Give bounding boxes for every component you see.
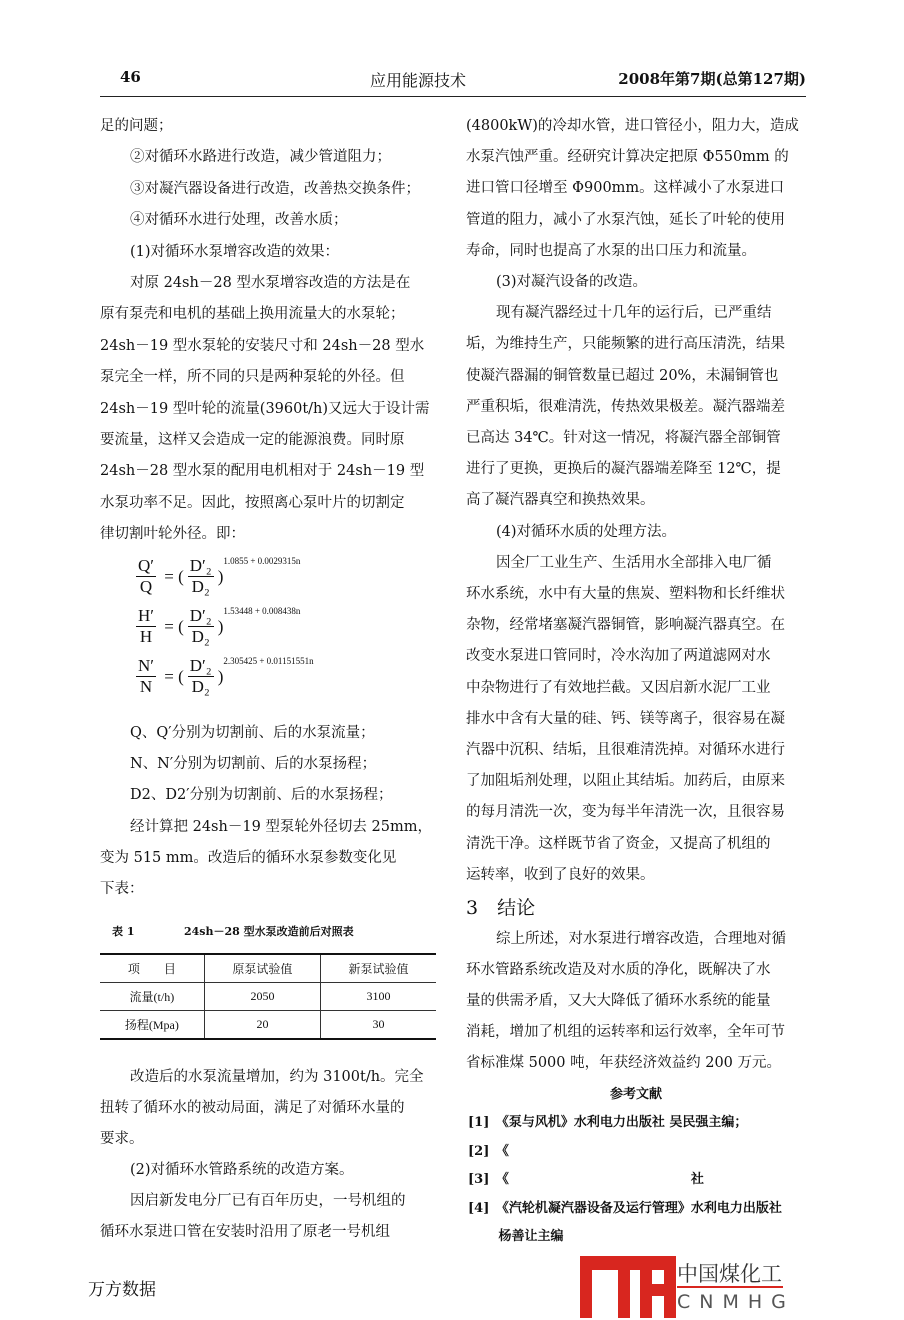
watermark-text-en: CNMHG	[677, 1291, 795, 1313]
table-cell: 2050	[204, 983, 320, 1011]
text-line: 严重积垢，很难清洗，传热效果极差。凝汽器端差	[466, 398, 785, 415]
table-header: 新泵试验值	[321, 954, 436, 983]
header-rule	[100, 96, 806, 97]
reference-item: 杨善让主编	[468, 1229, 564, 1244]
section-title-conclusion: 3 结论	[466, 897, 536, 919]
text-line: 原有泵壳和电机的基础上换用流量大的水泵轮；	[100, 306, 405, 323]
equals: = (	[160, 666, 184, 686]
text-line: 环水管路系统改造及对水质的净化，既解决了水	[466, 962, 771, 978]
text-line: 经计算把 24sh－19 型泵轮外径切去 25mm，	[130, 818, 432, 835]
formula-lhs-den: Q	[139, 577, 153, 596]
text-line: (4800kW)的冷却水管，进口管径小，阻力大，造成	[466, 118, 799, 134]
footer-source: 万方数据	[88, 1280, 156, 1300]
table-label: 表 1	[112, 925, 135, 938]
formula-exponent: 1.53448 + 0.008438n	[223, 606, 301, 616]
text-line: 高了凝汽器真空和换热效果。	[466, 492, 655, 509]
text-line: ②对循环水路进行改造，减少管道阻力；	[130, 149, 391, 166]
formula-lhs-den: H	[139, 627, 153, 646]
text-line: 要求。	[100, 1131, 144, 1147]
text-line: 排水中含有大量的硅、钙、镁等离子，很容易在凝	[466, 710, 785, 727]
issue-info: 2008年第7期(总第127期)	[618, 70, 806, 88]
text-line: 省标准煤 5000 吨，年获经济效益约 200 万元。	[466, 1055, 782, 1071]
formula-exponent: 1.0855 + 0.0029315n	[223, 556, 301, 566]
table-cell: 20	[204, 1011, 320, 1040]
table-header-row	[100, 954, 436, 983]
text-line: 量的供需矛盾，又大大降低了循环水系统的能量	[466, 993, 771, 1009]
text-line: (4)对循环水质的处理方法。	[496, 523, 677, 540]
text-line: D2、D2′分别为切割前、后的水泵扬程；	[130, 787, 393, 804]
paren: )	[217, 666, 224, 686]
journal-name: 应用能源技术	[370, 71, 467, 90]
text-line: 进口管口径增至 Φ900mm。这样减小了水泵进口	[466, 180, 785, 197]
text-line: 环水系统，水中有大量的焦炭、塑料物和长纤维状	[466, 586, 785, 602]
text-line: 循环水泵进口管在安装时沿用了原老一号机组	[100, 1224, 390, 1240]
text-line: 扭转了循环水的被动局面，满足了对循环水量的	[100, 1100, 405, 1116]
formula-exponent: 2.305425 + 0.01151551n	[223, 656, 314, 666]
references-title: 参考文献	[610, 1087, 663, 1102]
formula-lhs-num: N′	[138, 656, 154, 675]
formula-rhs-num: D′₂	[189, 656, 212, 675]
table-cell: 扬程(Mpa)	[100, 1011, 204, 1040]
page-number: 46	[120, 68, 141, 86]
text-line: 清洗干净。这样既节省了资金，又提高了机组的	[466, 835, 771, 852]
text-line: 改变水泵进口管同时，冷水沟加了两道滤网对水	[466, 648, 771, 665]
text-line: 水泵功率不足。因此，按照离心泵叶片的切割定	[100, 494, 405, 511]
formula-rhs-den: D₂	[191, 627, 210, 646]
formula-lhs-num: Q′	[138, 556, 154, 575]
text-line: N、N′分别为切割前、后的水泵扬程；	[130, 756, 377, 773]
table-header: 原泵试验值	[204, 954, 320, 983]
table-cell: 3100	[321, 983, 436, 1011]
text-line: 泵完全一样，所不同的只是两种泵轮的外径。但	[100, 369, 405, 386]
text-line: 综上所述，对水泵进行增容改造，合理地对循	[496, 931, 786, 947]
equals: = (	[160, 616, 184, 636]
text-line: 现有凝汽器经过十几年的运行后，已严重结	[496, 305, 772, 322]
text-line: 中杂物进行了有效地拦截。又因启新水泥厂工业	[466, 679, 771, 696]
text-line: ③对凝汽器设备进行改造，改善热交换条件；	[130, 180, 420, 197]
text-line: 消耗，增加了机组的运转率和运行效率，全年可节	[466, 1024, 785, 1040]
text-line: 律切割叶轮外径。即：	[100, 526, 245, 543]
formula	[132, 606, 300, 647]
table-cell: 30	[321, 1011, 436, 1040]
text-line: 下表：	[100, 881, 144, 897]
text-line: 进行了更换，更换后的凝汽器端差降至 12℃，提	[466, 461, 781, 478]
text-line: 改造后的水泵流量增加，约为 3100t/h。完全	[130, 1069, 424, 1085]
formula-rhs-den: D₂	[191, 677, 210, 696]
table-header: 项 目	[100, 954, 204, 983]
comparison-table	[100, 953, 436, 1040]
text-line: 24sh－28 型水泵的配用电机相对于 24sh－19 型	[100, 463, 425, 480]
table-row	[100, 1011, 436, 1040]
text-line: 24sh－19 型叶轮的流量(3960t/h)又远大于设计需	[100, 400, 430, 417]
text-line: 使凝汽器漏的铜管数量已超过 20%，未漏铜管也	[466, 367, 779, 384]
formula-rhs-num: D′₂	[189, 556, 212, 575]
reference-item: [1] 《泵与风机》水利电力出版社 吴民强主编；	[468, 1115, 748, 1130]
formula-lhs-num: H′	[138, 606, 154, 625]
text-line: 垢，为维持生产，只能频繁的进行高压清洗，结果	[466, 336, 785, 353]
reference-item: [4] 《汽轮机凝汽器设备及运行管理》水利电力出版社	[468, 1200, 782, 1216]
text-line: 要流量，这样又会造成一定的能源浪费。同时原	[100, 432, 405, 448]
formula	[132, 556, 300, 597]
text-line: 管道的阻力，减小了水泵汽蚀，延长了叶轮的使用	[466, 211, 785, 228]
formula	[132, 656, 314, 697]
watermark-logo	[580, 1256, 820, 1318]
text-line: 因全厂工业生产、生活用水全部排入电厂循	[496, 554, 772, 571]
watermark-text-cn: 中国煤化工	[677, 1262, 782, 1286]
table-title: 24sh－28 型水泵改造前后对照表	[184, 925, 354, 938]
paren: )	[217, 616, 224, 636]
table-row	[100, 983, 436, 1011]
table-cell: 流量(t/h)	[100, 983, 204, 1011]
text-line: 水泵汽蚀严重。经研究计算决定把原 Φ550mm 的	[466, 149, 789, 166]
text-line: 了加阻垢剂处理，以阻止其结垢。加药后，由原来	[466, 773, 785, 790]
text-line: 足的问题；	[100, 118, 173, 134]
text-line: 杂物，经常堵塞凝汽器铜管，影响凝汽器真空。在	[466, 617, 785, 634]
text-line: ④对循环水进行处理，改善水质；	[130, 212, 348, 229]
text-line: Q、Q′分别为切割前、后的水泵流量；	[130, 725, 375, 741]
text-line: (3)对凝汽设备的改造。	[496, 274, 648, 290]
text-line: 因启新发电分厂已有百年历史，一号机组的	[130, 1193, 406, 1209]
text-line: (2)对循环水管路系统的改造方案。	[130, 1162, 354, 1178]
text-line: 变为 515 mm。改造后的循环水泵参数变化见	[100, 849, 397, 866]
text-line: 汽器中沉积、结垢，且很难清洗掉。对循环水进行	[466, 742, 785, 758]
equals: = (	[160, 566, 184, 586]
text-line: 的每月清洗一次，变为每半年清洗一次，且很容易	[466, 804, 785, 821]
text-line: 运转率，收到了良好的效果。	[466, 866, 655, 883]
formula-lhs-den: N	[139, 677, 153, 696]
text-line: 对原 24sh－28 型水泵增容改造的方法是在	[130, 275, 411, 291]
text-line: 24sh－19 型水泵轮的安装尺寸和 24sh－28 型水	[100, 337, 425, 354]
reference-item: [2] 《	[468, 1143, 509, 1159]
reference-item: [3] 《 社	[468, 1172, 704, 1187]
text-line: 寿命，同时也提高了水泵的出口压力和流量。	[466, 242, 756, 259]
paren: )	[217, 566, 224, 586]
text-line: (1)对循环水泵增容改造的效果：	[130, 243, 340, 260]
formula-rhs-num: D′₂	[189, 606, 212, 625]
text-line: 已高达 34℃。针对这一情况，将凝汽器全部铜管	[466, 430, 781, 446]
formula-rhs-den: D₂	[191, 577, 210, 596]
